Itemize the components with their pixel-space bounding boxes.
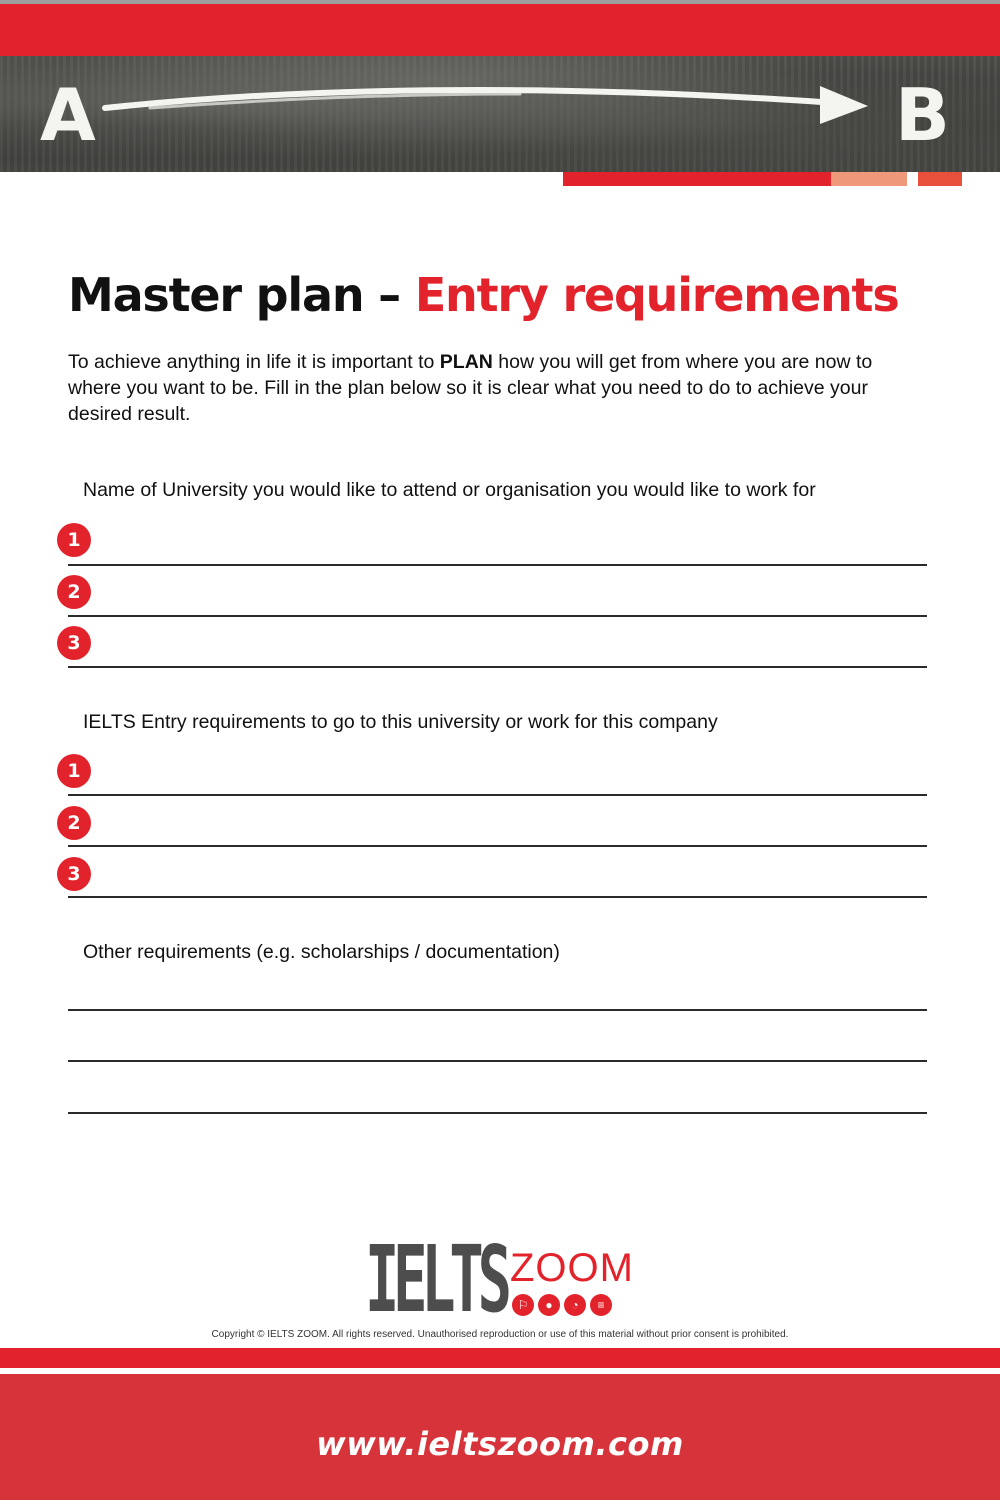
header-banner [0,56,1000,172]
university-line-3[interactable] [68,666,927,668]
university-line-2[interactable] [68,615,927,617]
other-line-1[interactable] [68,1009,927,1011]
ielts-line-2[interactable] [68,845,927,847]
ielts-zoom-logo [365,1226,635,1333]
banner-letter-b: B [895,73,950,157]
document-icon: ≡ [590,1294,612,1316]
ielts-number-3: 3 [57,857,91,891]
title-highlight: Entry requirements [414,268,899,322]
intro-text-after: how you will get from where you are now to where you want to be. Fill in the plan below so it is clear what you need to do to achieve your desired result. [68,351,873,425]
university-number-3: 3 [57,626,91,660]
footer-website-link[interactable]: www.ieltszoom.com [316,1425,684,1463]
intro-paragraph [68,349,930,427]
university-number-1: 1 [57,523,91,557]
ielts-number-2: 2 [57,806,91,840]
speech-icon: ◔ [564,1294,586,1316]
banner-letter-a: A [40,73,96,157]
intro-text-bold: PLAN [439,351,493,373]
other-line-2[interactable] [68,1060,927,1062]
ielts-heading: IELTS Entry requirements to go to this university or work for this company [83,711,718,733]
university-number-2: 2 [57,575,91,609]
intro-text-before: To achieve anything in life it is important to [68,351,440,373]
page-title [68,268,899,322]
a-to-b-arrow [0,56,1000,172]
logo-skill-icons [512,1294,612,1316]
accent-bar-orange [918,172,962,186]
other-heading: Other requirements (e.g. scholarships / documentation) [83,941,560,963]
university-heading: Name of University you would like to attend or organisation you would like to work for [83,479,816,501]
ielts-line-3[interactable] [68,896,927,898]
title-main: Master plan – [68,268,415,322]
ielts-line-1[interactable] [68,794,927,796]
ear-icon: ⚐ [512,1294,534,1316]
copyright-notice: Copyright © IELTS ZOOM. All rights reserved. Unauthorised reproduction or use of this material without prior consent is prohibited. [211,1329,789,1340]
ielts-number-1: 1 [57,754,91,788]
logo-zoom-text: ZOOM [510,1246,634,1290]
footer-stripe [0,1348,1000,1368]
person-icon: ● [538,1294,560,1316]
logo-ielts-text: IELTS [365,1226,506,1333]
other-line-3[interactable] [68,1112,927,1114]
accent-bar-salmon [831,172,907,186]
university-line-1[interactable] [68,564,927,566]
accent-bar-red [563,172,831,186]
header-red-band [0,4,1000,56]
